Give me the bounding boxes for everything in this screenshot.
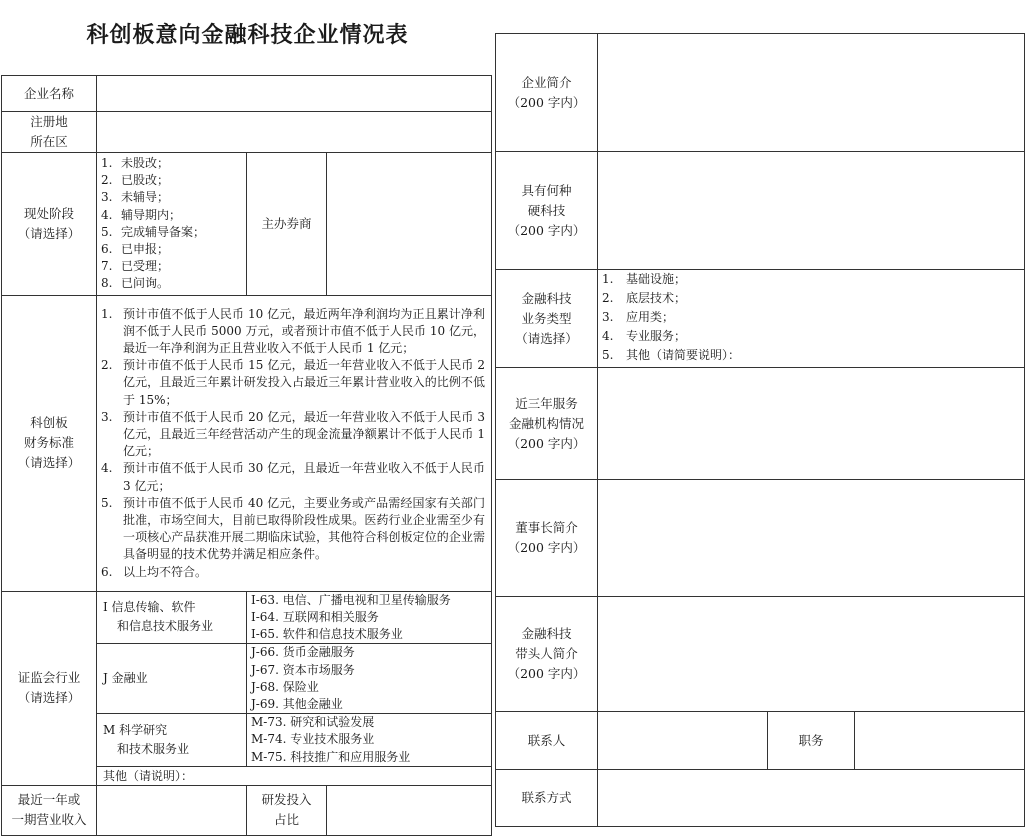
industry-subcategory[interactable]: J-66. 货币金融服务 <box>251 645 355 660</box>
industry-subcategory[interactable]: J-67. 资本市场服务 <box>251 662 355 677</box>
service-field[interactable] <box>598 368 1025 480</box>
sponsor-label: 主办券商 <box>247 153 327 296</box>
industry-category-j[interactable]: J 金融业 <box>97 644 247 714</box>
sponsor-field[interactable] <box>327 153 492 296</box>
intro-label: 企业简介 （200 字内） <box>496 34 598 152</box>
biztype-option[interactable]: 5. 其他（请简要说明）： <box>602 348 741 362</box>
right-form-table <box>495 33 1025 827</box>
biztype-options <box>598 270 1025 368</box>
stage-options <box>97 153 247 296</box>
position-label: 职务 <box>768 712 855 770</box>
rd-ratio-field[interactable] <box>327 785 492 835</box>
contact-person-field[interactable] <box>598 712 768 770</box>
finance-criterion[interactable]: 4. 预计市值不低于人民币 30 亿元，且最近一年营业收入不低于人民币 3 亿元； <box>101 461 486 493</box>
stage-option[interactable]: 8. 已问询。 <box>101 276 170 291</box>
registered-area-label: 注册地 所在区 <box>2 112 97 153</box>
position-field[interactable] <box>855 712 1025 770</box>
stage-option[interactable]: 5. 完成辅导备案； <box>101 224 206 239</box>
stage-option[interactable]: 3. 未辅导； <box>101 190 170 205</box>
company-name-label: 企业名称 <box>2 76 97 112</box>
finance-criterion[interactable]: 1. 预计市值不低于人民币 10 亿元，最近两年净利润均为正且累计净利润不低于人民币 5000 万元，或者预计市值不低于人民币 10 亿元，最近一年净利润为正且营业收入不低于人民币 1 亿元； <box>101 306 486 355</box>
industry-subcategory[interactable]: I-63. 电信、广播电视和卫星传输服务 <box>251 592 451 607</box>
finance-criterion[interactable]: 6. 以上均不符合。 <box>101 564 208 579</box>
industry-subcategory[interactable]: M-74. 专业技术服务业 <box>251 732 375 747</box>
left-form-table <box>1 75 492 836</box>
finance-criteria <box>97 295 492 591</box>
industry-subcategory[interactable]: J-68. 保险业 <box>251 679 319 694</box>
company-name-field[interactable] <box>97 76 492 112</box>
rd-ratio-label: 研发投入 占比 <box>247 785 327 835</box>
stage-option[interactable]: 1. 未股改； <box>101 156 170 170</box>
stage-option[interactable]: 2. 已股改； <box>101 173 170 188</box>
biztype-option[interactable]: 3. 应用类； <box>602 310 675 324</box>
industry-subcategories-j <box>247 644 492 714</box>
industry-subcategories-m <box>247 714 492 767</box>
industry-other[interactable]: 其他（请说明）： <box>97 766 492 785</box>
hardtech-field[interactable] <box>598 152 1025 270</box>
industry-subcategory[interactable]: J-69. 其他金融业 <box>251 696 343 711</box>
industry-category-m[interactable]: M 科学研究 和技术服务业 <box>97 714 247 767</box>
registered-area-field[interactable] <box>97 112 492 153</box>
finance-criterion[interactable]: 2. 预计市值不低于人民币 15 亿元，最近一年营业收入不低于人民币 2 亿元，且最近三年累计研发投入占最近三年累计营业收入的比例不低于 15%； <box>101 358 486 407</box>
hardtech-label: 具有何种 硬科技 （200 字内） <box>496 152 598 270</box>
biztype-option[interactable]: 1. 基础设施； <box>602 272 687 286</box>
finance-standard-label: 科创板 财务标准 （请选择） <box>2 295 97 591</box>
industry-subcategories-i <box>247 591 492 644</box>
stage-option[interactable]: 7. 已受理； <box>101 259 170 274</box>
industry-subcategory[interactable]: I-65. 软件和信息技术服务业 <box>251 627 403 642</box>
industry-category-i[interactable]: I 信息传输、软件 和信息技术服务业 <box>97 591 247 644</box>
revenue-label: 最近一年或 一期营业收入 <box>2 785 97 835</box>
biztype-label: 金融科技 业务类型 （请选择） <box>496 270 598 368</box>
chairman-field[interactable] <box>598 480 1025 597</box>
stage-option[interactable]: 6. 已申报； <box>101 242 170 257</box>
leader-label: 金融科技 带头人简介 （200 字内） <box>496 597 598 712</box>
biztype-option[interactable]: 4. 专业服务； <box>602 329 687 343</box>
intro-field[interactable] <box>598 34 1025 152</box>
contact-method-label: 联系方式 <box>496 770 598 827</box>
leader-field[interactable] <box>598 597 1025 712</box>
finance-criterion[interactable]: 3. 预计市值不低于人民币 20 亿元，最近一年营业收入不低于人民币 3 亿元，且最近三年经营活动产生的现金流量净额累计不低于人民币 1 亿元； <box>101 409 486 459</box>
revenue-field[interactable] <box>97 785 247 835</box>
industry-label: 证监会行业 （请选择） <box>2 591 97 785</box>
stage-option[interactable]: 4. 辅导期内； <box>101 207 182 222</box>
contact-person-label: 联系人 <box>496 712 598 770</box>
contact-method-field[interactable] <box>598 770 1025 827</box>
finance-criterion[interactable]: 5. 预计市值不低于人民币 40 亿元，主要业务或产品需经国家有关部门批准，市场空间大，目前已取得阶段性成果。医药行业企业需至少有一项核心产品获准开展二期临床试验，其他符合科创板定位的企业需具备明显的技术优势并满足相应条件。 <box>101 495 486 562</box>
biztype-option[interactable]: 2. 底层技术； <box>602 291 687 305</box>
form-title: 科创板意向金融科技企业情况表 <box>86 22 409 48</box>
stage-label: 现处阶段 （请选择） <box>2 153 97 296</box>
chairman-label: 董事长简介 （200 字内） <box>496 480 598 597</box>
service-label: 近三年服务 金融机构情况 （200 字内） <box>496 368 598 480</box>
industry-subcategory[interactable]: M-75. 科技推广和应用服务业 <box>251 749 411 764</box>
industry-subcategory[interactable]: M-73. 研究和试验发展 <box>251 715 375 730</box>
industry-subcategory[interactable]: I-64. 互联网和相关服务 <box>251 609 379 624</box>
